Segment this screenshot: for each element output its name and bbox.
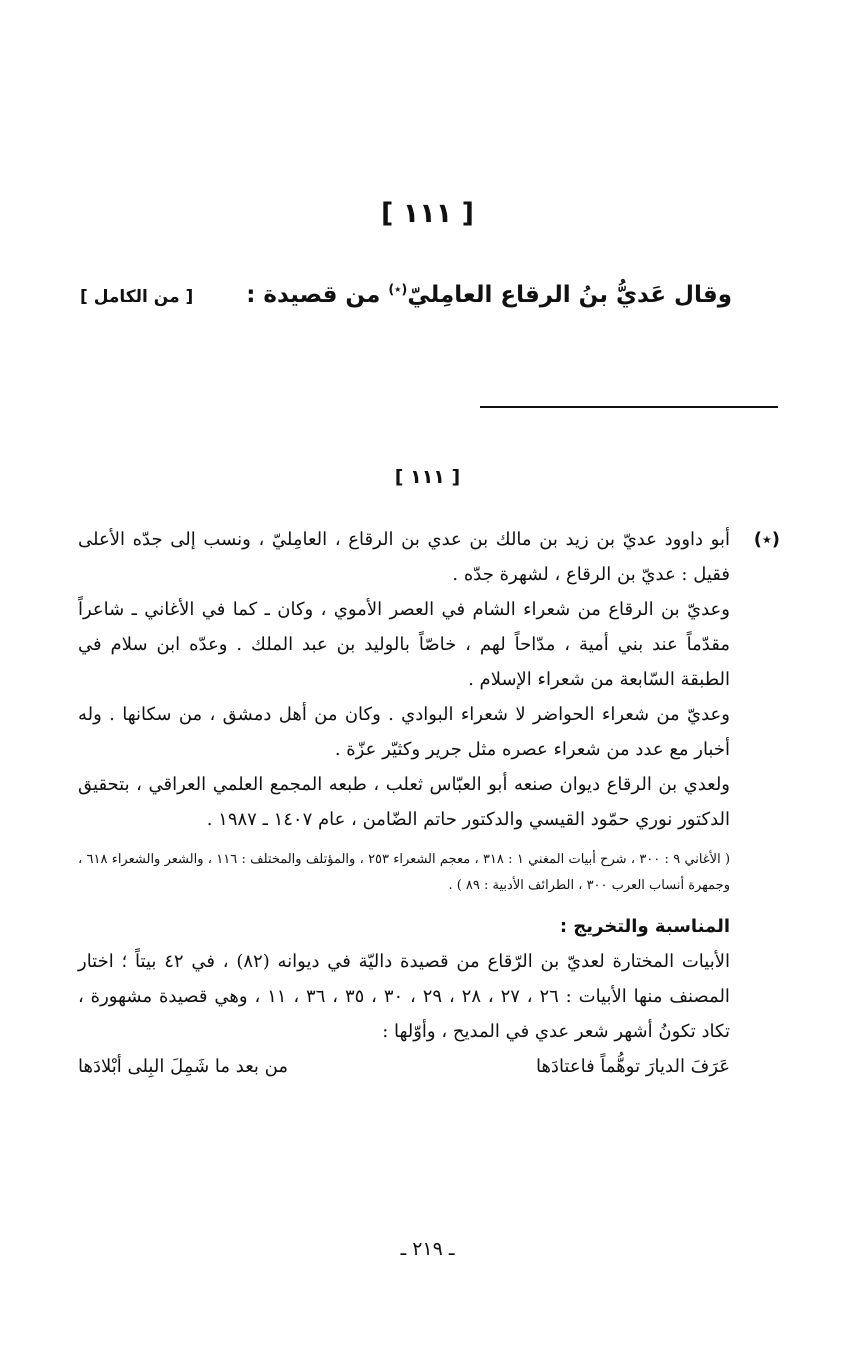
verse-second-hemistich: من بعد ما شَمِلَ البِلى أبْلادَها (78, 1056, 288, 1077)
verse-line (78, 1049, 780, 1084)
page-number: ـ ٢١٩ ـ (400, 1238, 455, 1260)
biography-paragraph: ولعدي بن الرقاع ديوان صنعه أبو العبّاس ثعلب ، طبعه المجمع العلمي العراقي ، بتحقيق الدكتور نوري حمّود القيسي والدكتور حاتم الضّامن ، عام ١٤٠٧ ـ ١٩٨٧ . (78, 774, 730, 830)
poem-intro-line (80, 282, 732, 308)
poem-number: [ ١١١ ] (381, 198, 474, 229)
verse-first-hemistich: عَرَفَ الديارَ توهُّماً فاعتادَها (535, 1056, 730, 1077)
footnote-separator (480, 406, 778, 408)
footnote-mark: (٭) (388, 282, 408, 298)
poem-intro (246, 282, 732, 308)
intro-text-before: وقال عَديُّ بنُ الرقاع العامِليّ (407, 282, 732, 308)
intro-text-after: من قصيدة : (246, 282, 389, 308)
footnote-body (78, 522, 780, 1084)
sources-citation: ( الأغاني ٩ : ٣٠٠ ، شرح أبيات المغني ١ : ٣١٨ ، معجم الشعراء ٢٥٣ ، والمؤتلف والمختلف : ١١٦ ، والشعر والشعراء ٦١٨ ، وجمهرة أنساب العرب ٣٠٠ ، الطرائف الأدبية : ٨٩ ) . (78, 852, 731, 893)
footnote-first-paragraph (78, 522, 780, 592)
footnote-star-marker: (٭) (753, 529, 780, 550)
biography-paragraph: وعديّ من شعراء الحواضر لا شعراء البوادي . وكان من أهل دمشق ، من سكانها . وله أخبار مع عدد من شعراء عصره مثل جرير وكثيّر عزّة . (78, 704, 730, 760)
biography-paragraph: وعديّ بن الرقاع من شعراء الشام في العصر الأموي ، وكان ـ كما في الأغاني ـ شاعراً مقدّماً عند بني أمية ، مدّاحاً لهم ، خاصّاً بالوليد بن عبد الملك . وعدّه ابن سلام في الطبقة السّابعة من شعراء الإسلام . (78, 599, 730, 690)
poetic-meter-label: [ من الكامل ] (80, 287, 194, 307)
biography-paragraph: أبو داوود عديّ بن زيد بن مالك بن عدي بن الرقاع ، العامِليّ ، ونسب إلى جدّه الأعلى فقيل : عديّ بن الرقاع ، لشهرة جدّه . (78, 529, 730, 585)
section-paragraph: الأبيات المختارة لعديّ بن الرّقاع من قصيدة داليّة في ديوانه (٨٢) ، في ٤٢ بيتاً ؛ اختار المصنف منها الأبيات : ٢٦ ، ٢٧ ، ٢٨ ، ٢٩ ، ٣٠ ، ٣٥ ، ٣٦ ، ١١ ، وهي قصيدة مشهورة ، تكاد تكونُ أشهر شعر عدي في المديح ، وأوّلها : (78, 951, 730, 1042)
section-heading: المناسبة والتخريج : (559, 916, 730, 937)
note-number: [ ١١١ ] (394, 466, 461, 488)
